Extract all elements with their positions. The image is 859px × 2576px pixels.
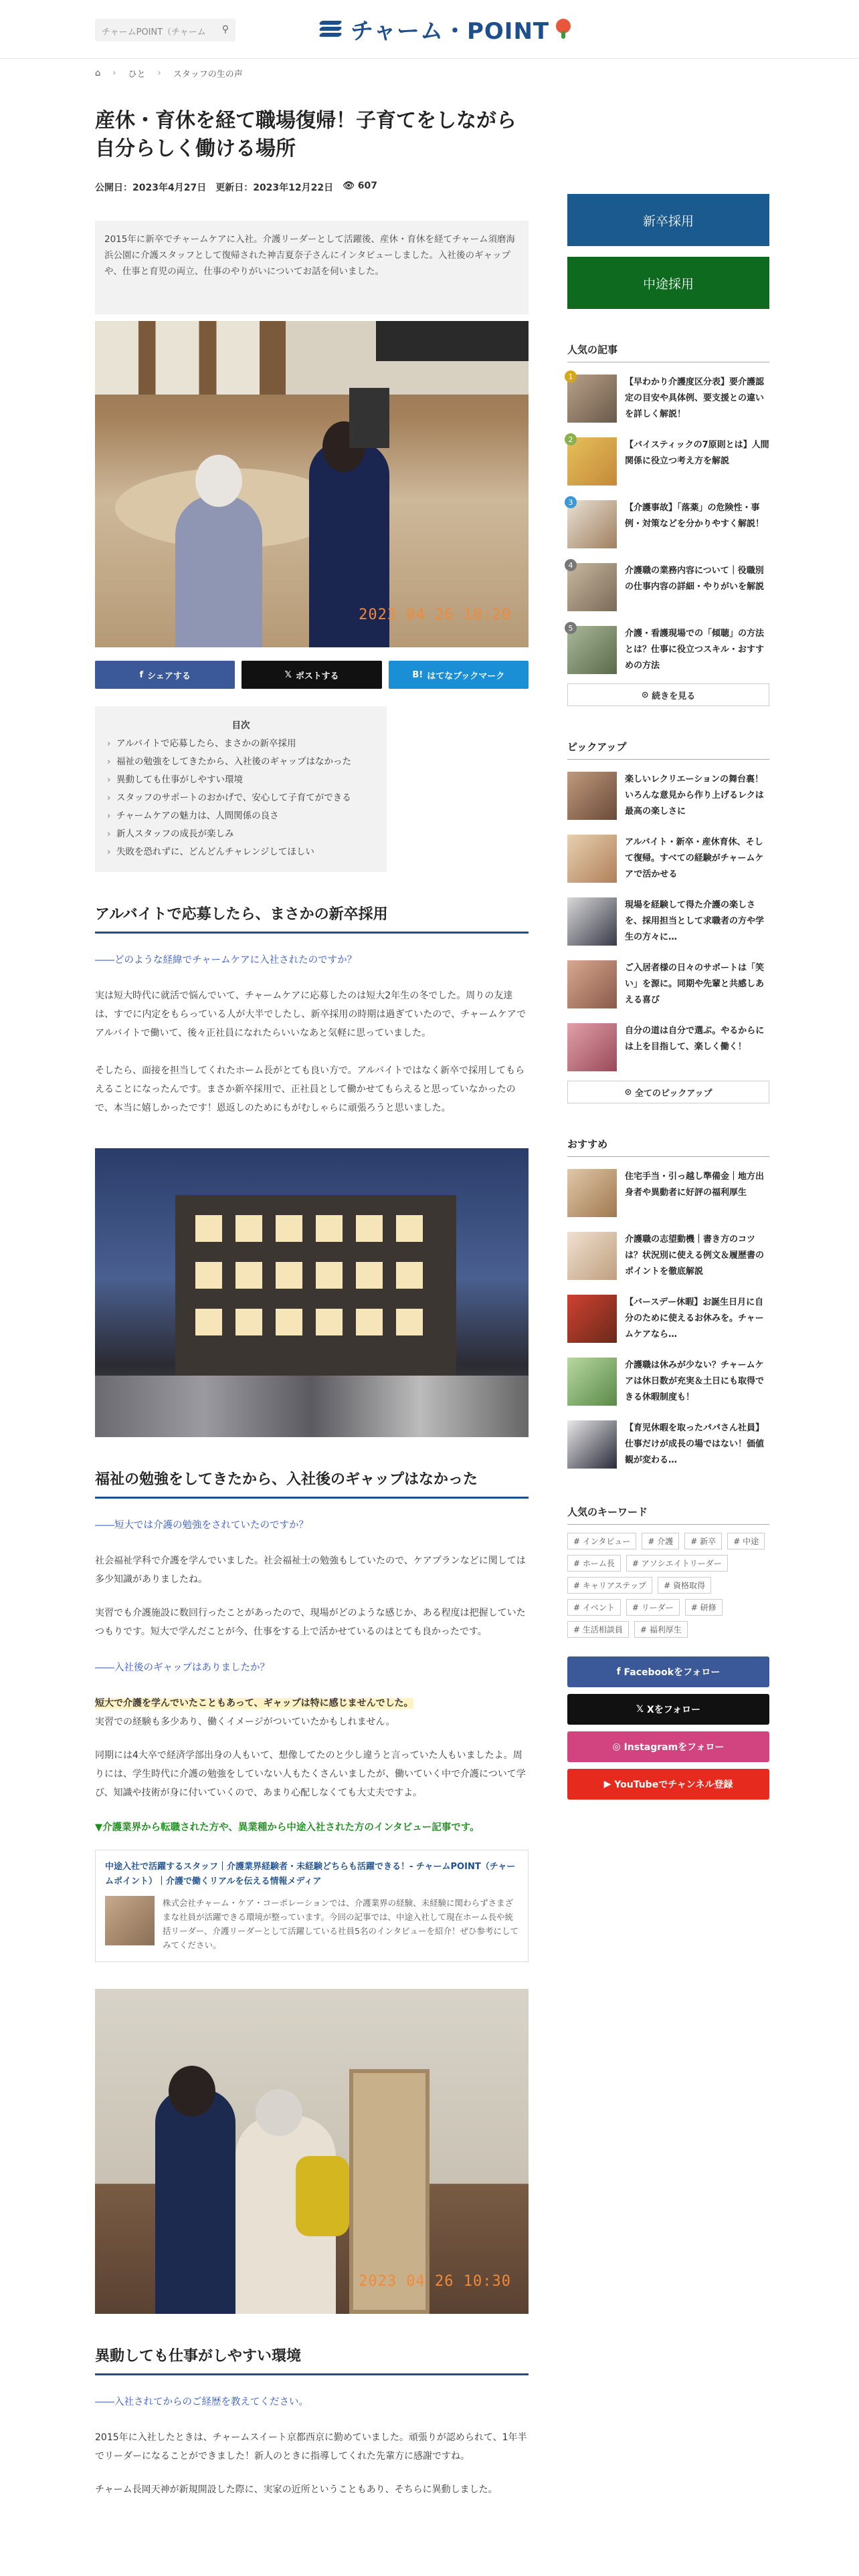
tag-label: 介護: [657, 1537, 674, 1546]
article-thumbnail[interactable]: [567, 626, 617, 674]
article-link[interactable]: アルバイト・新卒・産休育休、そして復帰。すべての経験がチャームケアで活かせる: [625, 837, 764, 879]
tag-label: 中途: [743, 1537, 759, 1546]
facebook-follow-label: Facebookをフォロー: [624, 1667, 721, 1678]
toc-item[interactable]: › 異動しても仕事がしやすい環境: [107, 771, 375, 789]
paragraph: チャーム長岡天神が新規開設した際に、実家の近所ということもあり、そちらに異動しました。: [95, 2484, 498, 2495]
youtube-icon: ▶: [603, 1779, 615, 1790]
x-post-label: ポストする: [295, 671, 339, 681]
article-link[interactable]: ご入居者様の日々のサポートは「笑い」を源に。同期や先輩と共感しあえる喜び: [625, 963, 765, 1005]
popular-article-item[interactable]: [567, 437, 769, 488]
rank-badge: 3: [565, 496, 577, 508]
card-body: [105, 1896, 518, 1952]
page-title: 産休・育休を経て職場復帰！子育てをしながら自分らしく働ける場所: [95, 109, 516, 160]
tag-label: 研修: [700, 1603, 717, 1612]
pickup-item[interactable]: [567, 897, 769, 948]
all-pickup-label: 全てのピックアップ: [634, 1088, 712, 1099]
article-link[interactable]: 【早わかり介護度区分表】要介護認定の目安や具体例、要支援との違いを詳しく解説！: [625, 377, 765, 419]
x-follow-button[interactable]: [567, 1694, 769, 1725]
rank-badge: 2: [565, 433, 577, 445]
article-thumbnail[interactable]: [567, 960, 617, 1008]
interview-question: ――どのような経緯でチャームケアに入社されたのですか？: [95, 955, 357, 966]
article-thumbnail[interactable]: [567, 1420, 617, 1469]
photo-timestamp: 2023 04 26 10:20: [359, 607, 511, 623]
popular-article-item[interactable]: [567, 374, 769, 425]
keyword-tags: [567, 1533, 769, 1638]
card-description: 株式会社チャーム・ケア・コーポレーションでは、介護業界の経験、未経験に関わらずさまざまな社員が活躍できる環境が整っています。今回の記事では、中途入社して現在ホーム長や統括リーダー、介護リーダーとして活躍している社員5名のインタビューを紹介！ぜひ参考にしてみてください。: [163, 1898, 518, 1950]
all-pickup-button[interactable]: ⊙ 全てのピックアップ: [567, 1081, 769, 1103]
toc-item[interactable]: › 福祉の勉強をしてきたから、入社後のギャップはなかった: [107, 753, 375, 771]
article-thumbnail[interactable]: [567, 1295, 617, 1343]
new-grad-recruit-button[interactable]: 新卒採用: [567, 194, 769, 246]
toc-item[interactable]: › アルバイトで応募したら、まさかの新卒採用: [107, 735, 375, 753]
eye-icon: 👁: [343, 181, 355, 191]
published-date: 公開日：2023年4月27日: [95, 183, 207, 193]
pickup-item[interactable]: [567, 835, 769, 885]
card-title[interactable]: 中途入社で活躍するスタッフ｜介護業界経験者・未経験どちらも活躍できる！- チャームPOINT（チャームポイント）｜介護で働くリアルを伝える情報メディア: [105, 1862, 516, 1887]
instagram-follow-label: Instagramをフォロー: [624, 1742, 725, 1753]
keyword-tag[interactable]: # イベント: [567, 1599, 621, 1616]
recommended-item[interactable]: [567, 1358, 769, 1408]
article-thumbnail[interactable]: [567, 500, 617, 548]
keyword-tag[interactable]: # 中途: [727, 1533, 765, 1549]
breadcrumb-separator: ›: [157, 68, 161, 78]
paragraph: 同期には4大卒で経済学部出身の人もいて、想像してたのと少し違うと言っていた人もいましたよ。周りには、学生時代に介護の勉強をしていない人もたくさんいましたが、働いていく中で介護について学び、知識や技術が身に付いていくので、あまり心配しなくても大丈夫ですよ。: [95, 1750, 526, 1798]
card-thumbnail[interactable]: [105, 1896, 155, 1945]
search-icon[interactable]: ⚲: [221, 24, 229, 35]
breadcrumb-separator: ›: [112, 68, 116, 78]
article-link[interactable]: 自分の道は自分で選ぶ。やるからには上を目指して、楽しく働く！: [625, 1026, 765, 1052]
interview-question: ――入社後のギャップはありましたか？: [95, 1662, 270, 1673]
recommended-title: おすすめ: [567, 1137, 769, 1157]
interview-question: ――短大では介護の勉強をされていたのですか？: [95, 1520, 308, 1531]
tag-label: リーダー: [641, 1603, 674, 1612]
site-logo[interactable]: [320, 12, 571, 45]
tag-label: キャリアステップ: [582, 1581, 647, 1590]
x-icon: 𝕏: [284, 669, 292, 680]
toc-item[interactable]: › 新人スタッフの成長が楽しみ: [107, 825, 375, 843]
related-note: ▼介護業界から転職された方や、異業種から中途入社された方のインタビュー記事です。: [95, 1822, 480, 1833]
article: [95, 107, 529, 2499]
breadcrumb-item[interactable]: ひと: [128, 70, 146, 80]
article-link[interactable]: 現場を経験して得た介護の楽しさを、採用担当として求職者の方や学生の方々に…: [625, 900, 765, 942]
paragraph: 実は短大時代に就活で悩んでいて、チャームケアに応募したのは短大2年生の冬でした。周りの友達は、すでに内定をもらっている人が大半でしたし、新卒採用の時期は過ぎていたので、チャームケアでアルバイトで働いて、後々正社員になれたらいいなあと気軽に思っていました。: [95, 990, 527, 1039]
keyword-tag[interactable]: # 福利厚生: [634, 1621, 688, 1638]
instagram-follow-button[interactable]: [567, 1731, 769, 1762]
breadcrumb: [95, 67, 243, 80]
tag-label: 資格取得: [673, 1581, 706, 1590]
article-link[interactable]: 住宅手当・引っ越し準備金｜地方出身者や異動者に好評の福利厚生: [625, 1172, 765, 1198]
paragraph: 実習でも介護施設に数回行ったことがあったので、現場がどのような感じか、ある程度は把握していたつもりです。短大で学んだことが今、仕事をする上で活かせているのはとても良かったです。: [95, 1608, 526, 1637]
table-of-contents: [95, 706, 387, 872]
popular-article-item[interactable]: [567, 500, 769, 551]
interview-question: ――入社されてからのご経歴を教えてください。: [95, 2397, 308, 2407]
youtube-subscribe-label: YouTubeでチャンネル登録: [614, 1780, 733, 1790]
article-thumbnail[interactable]: [567, 1232, 617, 1280]
keyword-tag[interactable]: # インタビュー: [567, 1533, 636, 1549]
highlight-text: 短大で介護を学んでいたこともあって、ギャップは特に感じませんでした。: [95, 1698, 413, 1709]
article-thumbnail[interactable]: [567, 772, 617, 820]
rank-badge: 5: [565, 622, 577, 634]
article-link[interactable]: 介護・看護現場での「傾聴」の方法とは？仕事に役立つスキル・おすすめの方法: [625, 629, 765, 671]
pickup-title: ピックアップ: [567, 740, 769, 760]
article-thumbnail[interactable]: [567, 563, 617, 611]
article-thumbnail[interactable]: [567, 374, 617, 423]
hatena-icon: B!: [412, 669, 423, 680]
keyword-tag[interactable]: # キャリアステップ: [567, 1577, 652, 1594]
recommended-item[interactable]: [567, 1232, 769, 1283]
article-thumbnail[interactable]: [567, 1358, 617, 1406]
popular-article-item[interactable]: [567, 623, 769, 677]
keyword-tag[interactable]: # ホーム長: [567, 1555, 621, 1572]
hatena-bookmark-button[interactable]: [389, 661, 529, 689]
popular-article-item[interactable]: [567, 560, 769, 614]
search-placeholder: チャームPOINT（チャーム: [102, 27, 206, 37]
article-link[interactable]: 介護職の志望動機｜書き方のコツは？状況別に使える例文＆履歴書のポイントを徹底解説: [625, 1235, 765, 1277]
highlight-paragraph: [95, 1694, 529, 1731]
article-thumbnail[interactable]: [567, 835, 617, 883]
keyword-tag[interactable]: # 介護: [642, 1533, 679, 1549]
updated-date: 更新日：2023年12月22日: [215, 183, 334, 193]
keyword-tag[interactable]: # 資格取得: [658, 1577, 711, 1594]
article-thumbnail[interactable]: [567, 1023, 617, 1071]
rank-badge: 1: [565, 370, 577, 383]
sns-follow: [567, 1656, 769, 1800]
tag-label: 生活相談員: [582, 1625, 623, 1634]
facebook-follow-button[interactable]: [567, 1656, 769, 1687]
pickup-item[interactable]: [567, 1023, 769, 1074]
hatena-label: はてなブックマーク: [427, 671, 505, 681]
tag-label: 福利厚生: [649, 1625, 682, 1634]
mid-career-recruit-button[interactable]: 中途採用: [567, 257, 769, 309]
keyword-tag[interactable]: # 新卒: [684, 1533, 722, 1549]
facebook-icon: f: [139, 669, 144, 680]
article-photo: [95, 321, 529, 647]
recommended-item[interactable]: [567, 1420, 769, 1471]
paragraph: そしたら、面接を担当してくれたホーム長がとても良い方で。アルバイトではなく新卒で採用してもらえることになったんです。まさか新卒採用で、正社員として働かせてもらえると思っていなかったので、本当に嬉しかったです！恩返しのためにもがむしゃらに頑張ろうと思いました。: [95, 1065, 525, 1113]
hallway-photo: [95, 1989, 529, 2314]
toc-item[interactable]: › 失敗を恐れずに、どんどんチャレンジしてほしい: [107, 843, 375, 861]
keyword-tag[interactable]: # アソシエイトリーダー: [626, 1555, 728, 1572]
view-count-value: 607: [357, 181, 378, 191]
keywords-title: 人気のキーワード: [567, 1505, 769, 1525]
search-input[interactable]: [95, 19, 235, 41]
facebook-share-button[interactable]: [95, 661, 235, 689]
tag-label: ホーム長: [582, 1559, 615, 1568]
article-link[interactable]: 介護職の業務内容について｜役職別の仕事内容の詳細・やりがいを解説: [625, 566, 765, 592]
article-thumbnail[interactable]: [567, 1169, 617, 1217]
share-buttons: [95, 661, 529, 689]
article-link[interactable]: 【バースデー休暇】お誕生日月に自分のために使えるお休みを。チャームケアなら…: [625, 1297, 764, 1339]
pickup-item[interactable]: [567, 772, 769, 823]
tag-label: 新卒: [700, 1537, 717, 1546]
toc-item[interactable]: › チャームケアの魅力は、人間関係の良さ: [107, 807, 375, 825]
recommended-item[interactable]: [567, 1295, 769, 1346]
facebook-icon: f: [616, 1667, 624, 1677]
section-heading: 福祉の勉強をしてきたから、入社後のギャップはなかった: [95, 1468, 529, 1499]
pickup-item[interactable]: [567, 960, 769, 1011]
article-meta: [95, 181, 529, 194]
paragraph-text: 実習での経験も多少あり、働くイメージがついていたかもしれません。: [95, 1717, 395, 1727]
article-thumbnail[interactable]: [567, 437, 617, 486]
article-link[interactable]: 【育児休暇を取ったパパさん社員】仕事だけが成長の場ではない！価値観が変わる…: [625, 1423, 765, 1465]
x-follow-label: Xをフォロー: [647, 1705, 701, 1715]
paragraph: 社会福祉学科で介護を学んでいました。社会福祉士の勉強もしていたので、ケアプランなどに関しては多少知識がありましたね。: [95, 1555, 526, 1585]
facebook-share-label: シェアする: [147, 671, 191, 681]
see-more-label: 続きを見る: [652, 691, 696, 702]
breadcrumb-item[interactable]: スタッフの生の声: [173, 70, 243, 80]
article-thumbnail[interactable]: [567, 897, 617, 946]
section-heading: アルバイトで応募したら、まさかの新卒採用: [95, 903, 529, 934]
recommended-item[interactable]: [567, 1169, 769, 1220]
popular-articles-title: 人気の記事: [567, 342, 769, 362]
photo-timestamp: 2023 04 26 10:30: [359, 2273, 511, 2290]
logo-mark-icon: [320, 17, 344, 41]
view-count: [343, 181, 377, 194]
x-icon: 𝕏: [636, 1704, 648, 1715]
keyword-tag[interactable]: # 研修: [685, 1599, 723, 1616]
tag-label: アソシエイトリーダー: [641, 1559, 722, 1568]
paragraph: 2015年に入社したときは、チャームスイート京都西京に勤めていました。頑張りが認められて、1年半でリーダーになることができました！新人のときに指導してくれた先輩方に感謝ですね。: [95, 2432, 527, 2462]
sidebar: [567, 194, 769, 1800]
x-post-button[interactable]: [242, 661, 381, 689]
building-photo: [95, 1148, 529, 1437]
keyword-tag[interactable]: # リーダー: [626, 1599, 680, 1616]
see-more-button[interactable]: ⊙ 続きを見る: [567, 683, 769, 706]
youtube-subscribe-button[interactable]: [567, 1769, 769, 1800]
toc-title: 目次: [231, 720, 250, 731]
keyword-tag[interactable]: # 生活相談員: [567, 1621, 629, 1638]
toc-item[interactable]: › スタッフのサポートのおかげで、安心して子育てができる: [107, 789, 375, 807]
logo-flower-icon: [556, 19, 571, 39]
section-heading: 異動しても仕事がしやすい環境: [95, 2345, 529, 2375]
article-lead: 2015年に新卒でチャームケアに入社。介護リーダーとして活躍後、産休・育休を経てチャーム須磨海浜公園に介護スタッフとして復帰された神吉夏奈子さんにインタビューしました。入社後のギャップや、仕事と育児の両立、仕事のやりがいについてお話を伺いました。: [95, 221, 529, 314]
home-icon[interactable]: ⌂: [95, 68, 101, 78]
instagram-icon: ◎: [612, 1741, 624, 1752]
site-header: [0, 0, 859, 59]
tag-label: イベント: [582, 1603, 615, 1612]
article-link[interactable]: 楽しいレクリエーションの舞台裏！いろんな意見から作り上げるレクは最高の楽しさに: [625, 774, 764, 817]
rank-badge: 4: [565, 559, 577, 571]
tag-label: インタビュー: [582, 1537, 631, 1546]
article-link[interactable]: 介護職は休みが少ない？チャームケアは休日数が充実＆土日にも取得できる休暇制度も！: [625, 1360, 765, 1402]
article-link[interactable]: 【バイスティックの7原則とは】人間関係に役立つ考え方を解説: [625, 440, 769, 466]
related-article-card[interactable]: [95, 1850, 529, 1962]
article-link[interactable]: 【介護事故】「落薬」の危険性・事例・対策などを分かりやすく解説！: [625, 503, 765, 529]
logo-text: チャーム・POINT: [351, 17, 550, 45]
